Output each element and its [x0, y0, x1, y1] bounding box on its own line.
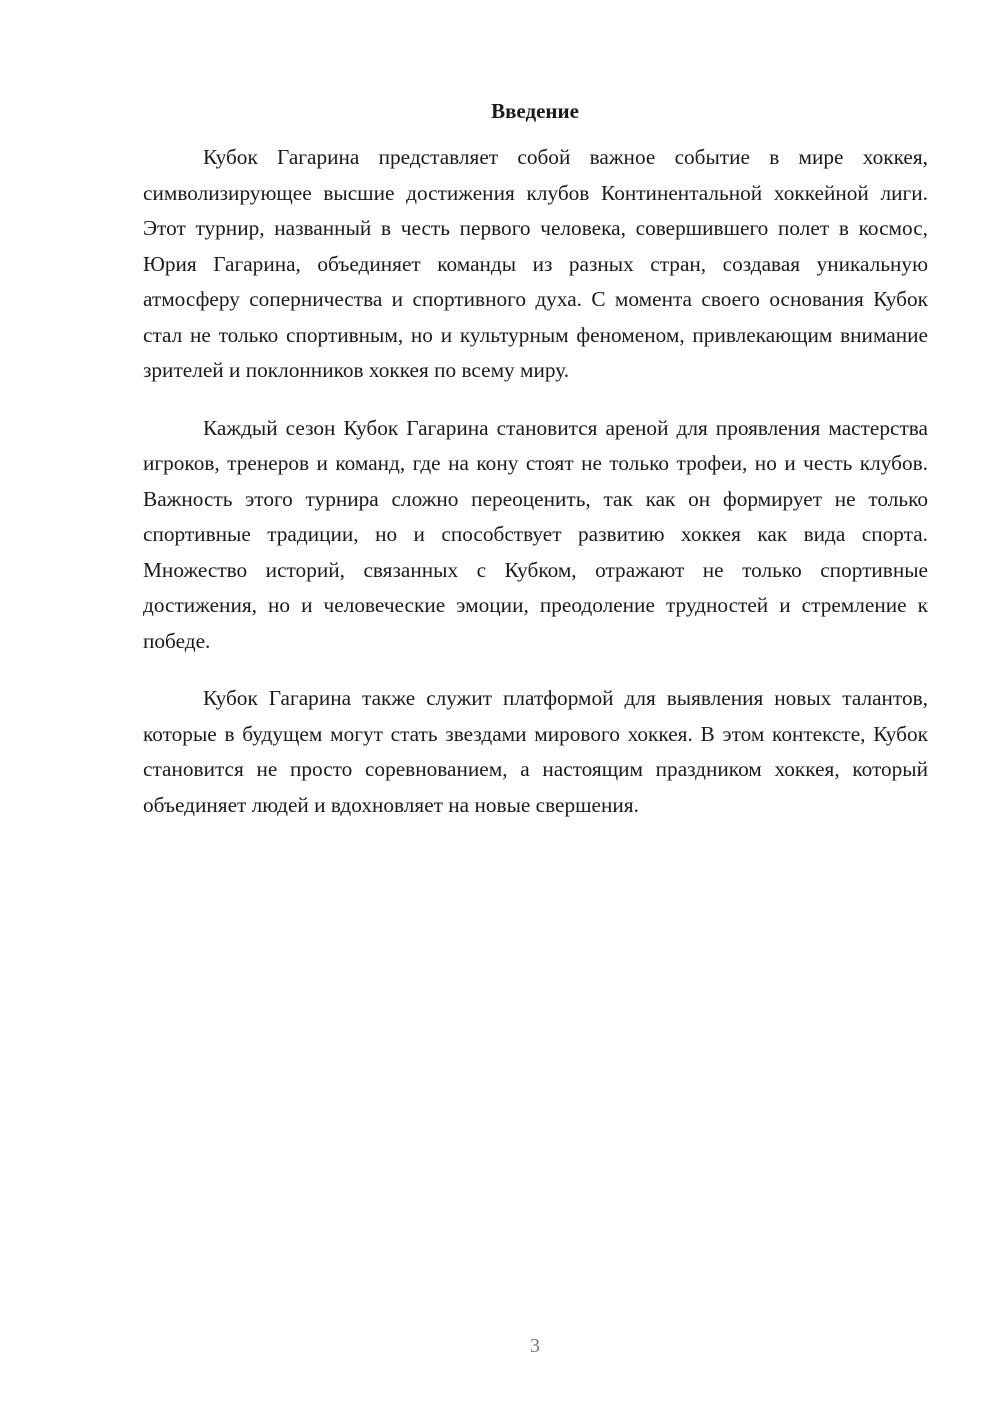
paragraph-3: Кубок Гагарина также служит платформой для выявления новых талантов, которые в будущем могут стать звездами мирового хоккея. В этом контексте, Кубок становится не просто соревнованием, а настоящим праздником хоккея, который объединяет людей и вдохновляет на новые свершения.	[143, 686, 928, 817]
paragraph-1: Кубок Гагарина представляет собой важное событие в мире хоккея, символизирующее высшие достижения клубов Континентальной хоккейной лиги. Этот турнир, названный в честь первого человека, совершившего полет в космос, Юрия Гагарина, объединяет команды из разных стран, создавая уникальную атмосферу соперничества и спортивного духа. С момента своего основания Кубок стал не только спортивным, но и культурным феноменом, привлекающим внимание зрителей и поклонников хоккея по всему миру.	[143, 145, 928, 382]
paragraph-2: Каждый сезон Кубок Гагарина становится ареной для проявления мастерства игроков, тренеров и команд, где на кону стоят не только трофеи, но и честь клубов. Важность этого турнира сложно переоценить, так как он формирует не только спортивные традиции, но и способствует развитию хоккея как вида спорта. Множество историй, связанных с Кубком, отражают не только спортивные достижения, но и человеческие эмоции, преодоление трудностей и стремление к победе.	[143, 415, 928, 653]
page-title: Введение	[491, 99, 579, 123]
page-number: 3	[530, 1335, 540, 1357]
body-text	[143, 140, 928, 845]
